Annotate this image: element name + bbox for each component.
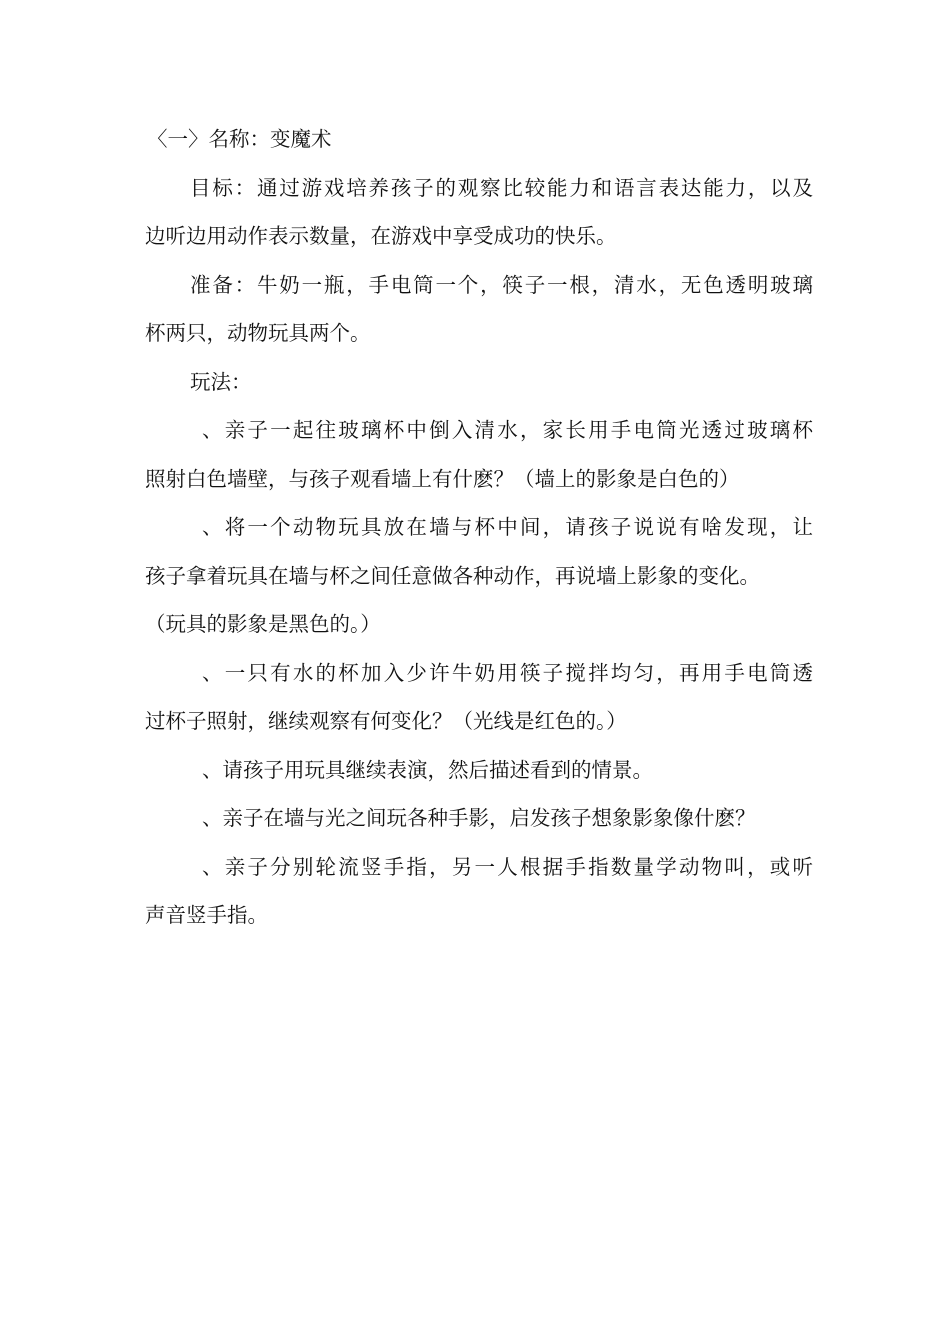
- step-1-line-2: 照射白色墙壁，与孩子观看墙上有什麽？（墙上的影象是白色的）: [145, 466, 740, 491]
- step-6-line-2: 声音竖手指。: [145, 903, 268, 927]
- goal-paragraph-line-1: 目标：通过游戏培养孩子的观察比较能力和语言表达能力，以及: [190, 175, 813, 200]
- step-2-line-2: 孩子拿着玩具在墙与杯之间任意做各种动作，再说墙上影象的变化。: [145, 563, 760, 588]
- step-3-line-2: 过杯子照射，继续观察有何变化？（光线是红色的。）: [145, 709, 627, 733]
- step-1-line-1: 、亲子一起往玻璃杯中倒入清水，家长用手电筒光透过玻璃杯: [202, 418, 813, 442]
- step-3-line-1: 、一只有水的杯加入少许牛奶用筷子搅拌均匀，再用手电筒透: [202, 660, 813, 685]
- step-6-line-1: 、亲子分别轮流竖手指，另一人根据手指数量学动物叫，或听: [202, 854, 813, 879]
- step-4: 、请孩子用玩具继续表演，然后描述看到的情景。: [202, 757, 653, 782]
- step-2-line-1: 、将一个动物玩具放在墙与杯中间，请孩子说说有啥发现，让: [202, 515, 813, 539]
- section-title: 〈一〉名称：变魔术: [147, 127, 332, 151]
- prep-paragraph-line-2: 杯两只，动物玩具两个。: [145, 321, 371, 345]
- document-body: [145, 115, 815, 940]
- goal-paragraph-line-2: 边听边用动作表示数量，在游戏中享受成功的快乐。: [145, 224, 617, 248]
- step-2-line-3: （玩具的影象是黑色的。）: [145, 612, 381, 636]
- method-heading: 玩法：: [190, 369, 252, 394]
- prep-paragraph-line-1: 准备：牛奶一瓶，手电筒一个，筷子一根，清水，无色透明玻璃: [190, 272, 813, 297]
- step-5: 、亲子在墙与光之间玩各种手影，启发孩子想象影象像什麽？: [202, 806, 756, 830]
